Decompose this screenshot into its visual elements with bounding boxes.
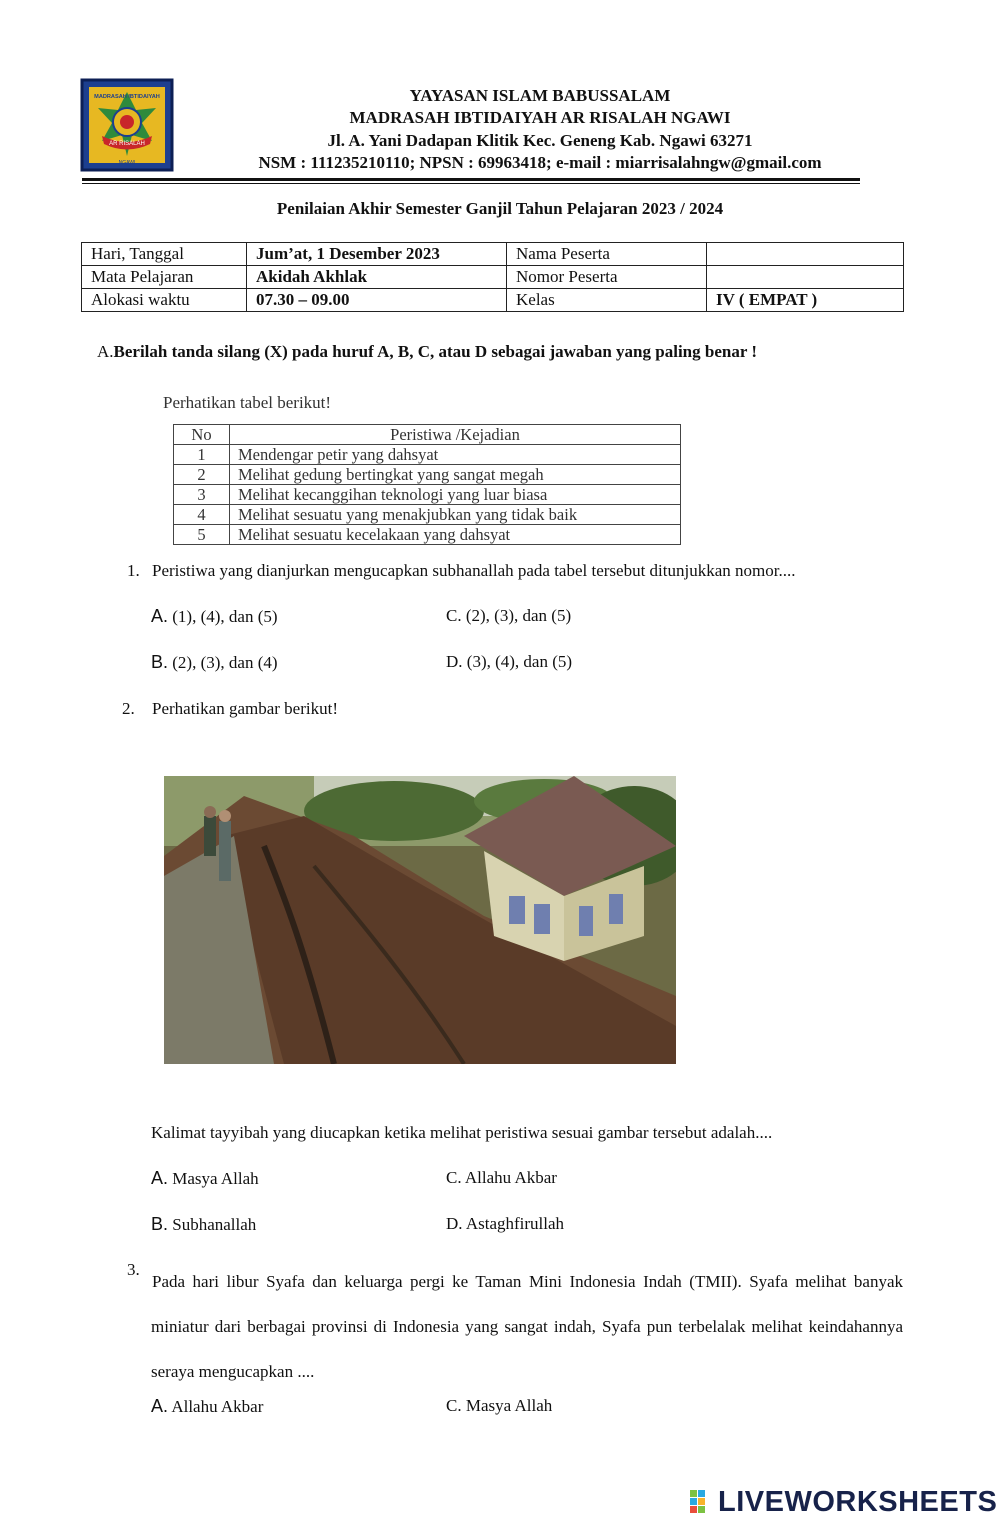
row-no: 4 xyxy=(174,505,230,525)
option-text: (1), (4), dan (5) xyxy=(172,607,278,626)
q2-number: 2. xyxy=(122,699,135,718)
event-table xyxy=(173,424,681,545)
q1-option-c[interactable]: C. (2), (3), dan (5) xyxy=(446,606,572,625)
info-value: 07.30 – 09.00 xyxy=(247,289,507,312)
q2-text: Perhatikan gambar berikut! xyxy=(152,699,338,718)
q1-option-a[interactable] xyxy=(151,606,278,627)
table-row xyxy=(174,505,681,525)
q2-option-d[interactable]: D. Astaghfirullah xyxy=(446,1214,565,1233)
option-letter: A. xyxy=(151,606,169,626)
row-event: Mendengar petir yang dahsyat xyxy=(230,445,681,465)
school-address: Jl. A. Yani Dadapan Klitik Kec. Geneng Kab. Ngawi 63271 xyxy=(327,131,753,150)
q3-option-c[interactable]: C. Masya Allah xyxy=(446,1396,553,1415)
number-field[interactable] xyxy=(707,266,904,289)
info-value: Akidah Akhlak xyxy=(247,266,507,289)
landslide-photo xyxy=(164,776,676,1064)
header-rule-thin xyxy=(82,183,860,184)
table-row xyxy=(174,525,681,545)
school-contact: NSM : 111235210110; NPSN : 69963418; e-mail : miarrisalahngw@gmail.com xyxy=(258,153,822,172)
row-event: Melihat sesuatu kecelakaan yang dahsyat xyxy=(230,525,681,545)
col-no-header: No xyxy=(174,425,230,445)
info-label: Mata Pelajaran xyxy=(82,266,247,289)
option-text: Allahu Akbar xyxy=(171,1397,264,1416)
q2-option-b[interactable] xyxy=(151,1214,256,1235)
info-label: Kelas xyxy=(507,289,707,312)
option-letter: A. xyxy=(151,1396,169,1416)
q1-option-b[interactable] xyxy=(151,652,278,673)
liveworksheets-logo-icon xyxy=(690,1490,714,1518)
info-label: Nama Peserta xyxy=(507,243,707,266)
option-text: (2), (3), dan (4) xyxy=(172,653,278,672)
instruction-text: Berilah tanda silang (X) pada huruf A, B, C, atau D sebagai jawaban yang paling benar ! xyxy=(113,342,757,361)
section-letter: A. xyxy=(97,342,114,361)
q3-option-a[interactable] xyxy=(151,1396,263,1417)
q1-text: Peristiwa yang dianjurkan mengucapkan subhanallah pada tabel tersebut ditunjukkan nomor.... xyxy=(152,561,796,580)
table-header-row xyxy=(174,425,681,445)
q2-option-a[interactable] xyxy=(151,1168,259,1189)
info-label: Nomor Peserta xyxy=(507,266,707,289)
option-text: Subhanallah xyxy=(172,1215,257,1234)
row-no: 1 xyxy=(174,445,230,465)
info-value: Jum’at, 1 Desember 2023 xyxy=(247,243,507,266)
row-no: 2 xyxy=(174,465,230,485)
student-info-table xyxy=(81,242,904,312)
row-event: Melihat sesuatu yang menakjubkan yang tidak baik xyxy=(230,505,681,525)
name-field[interactable] xyxy=(707,243,904,266)
table-row xyxy=(174,445,681,465)
school-name: MADRASAH IBTIDAIYAH AR RISALAH NGAWI xyxy=(349,108,731,127)
option-letter: B. xyxy=(151,1214,169,1234)
q3-number: 3. xyxy=(127,1260,140,1279)
logo-top-text: MADRASAH IBTIDAIYAH xyxy=(94,94,160,100)
table-row xyxy=(174,465,681,485)
q2-question: Kalimat tayyibah yang diucapkan ketika melihat peristiwa sesuai gambar tersebut adalah.... xyxy=(151,1123,773,1142)
logo-ribbon-text: AR RISALAH xyxy=(109,141,145,147)
header-rule-thick xyxy=(82,178,860,181)
foundation-name: YAYASAN ISLAM BABUSSALAM xyxy=(409,86,671,105)
q1-option-d[interactable]: D. (3), (4), dan (5) xyxy=(446,652,573,671)
row-no: 3 xyxy=(174,485,230,505)
liveworksheets-watermark: LIVEWORKSHEETS xyxy=(718,1486,998,1518)
q3-text: Pada hari libur Syafa dan keluarga pergi ke Taman Mini Indonesia Indah (TMII). Syafa melihat banyak miniatur dari berbagai provinsi di Indonesia yang sangat indah, Syafa pun terbelalak melihat keindahannya seraya mengucapkan .... xyxy=(151,1272,903,1381)
logo-bottom-text: NGAWI xyxy=(118,160,136,166)
option-letter: A. xyxy=(151,1168,169,1188)
table-row xyxy=(174,485,681,505)
info-row xyxy=(82,243,904,266)
row-event: Melihat gedung bertingkat yang sangat megah xyxy=(230,465,681,485)
col-event-header: Peristiwa /Kejadian xyxy=(230,425,681,445)
row-event: Melihat kecanggihan teknologi yang luar biasa xyxy=(230,485,681,505)
option-letter: B. xyxy=(151,652,169,672)
instruction xyxy=(97,342,757,362)
exam-title: Penilaian Akhir Semester Ganjil Tahun Pelajaran 2023 / 2024 xyxy=(276,199,724,218)
row-no: 5 xyxy=(174,525,230,545)
info-label: Alokasi waktu xyxy=(82,289,247,312)
info-label: Hari, Tanggal xyxy=(82,243,247,266)
info-row xyxy=(82,289,904,312)
q1-number: 1. xyxy=(127,561,140,580)
info-value: IV ( EMPAT ) xyxy=(707,289,904,312)
table-caption: Perhatikan tabel berikut! xyxy=(163,393,332,412)
info-row xyxy=(82,266,904,289)
q2-option-c[interactable]: C. Allahu Akbar xyxy=(446,1168,557,1187)
option-text: Masya Allah xyxy=(172,1169,259,1188)
school-logo xyxy=(80,78,174,172)
